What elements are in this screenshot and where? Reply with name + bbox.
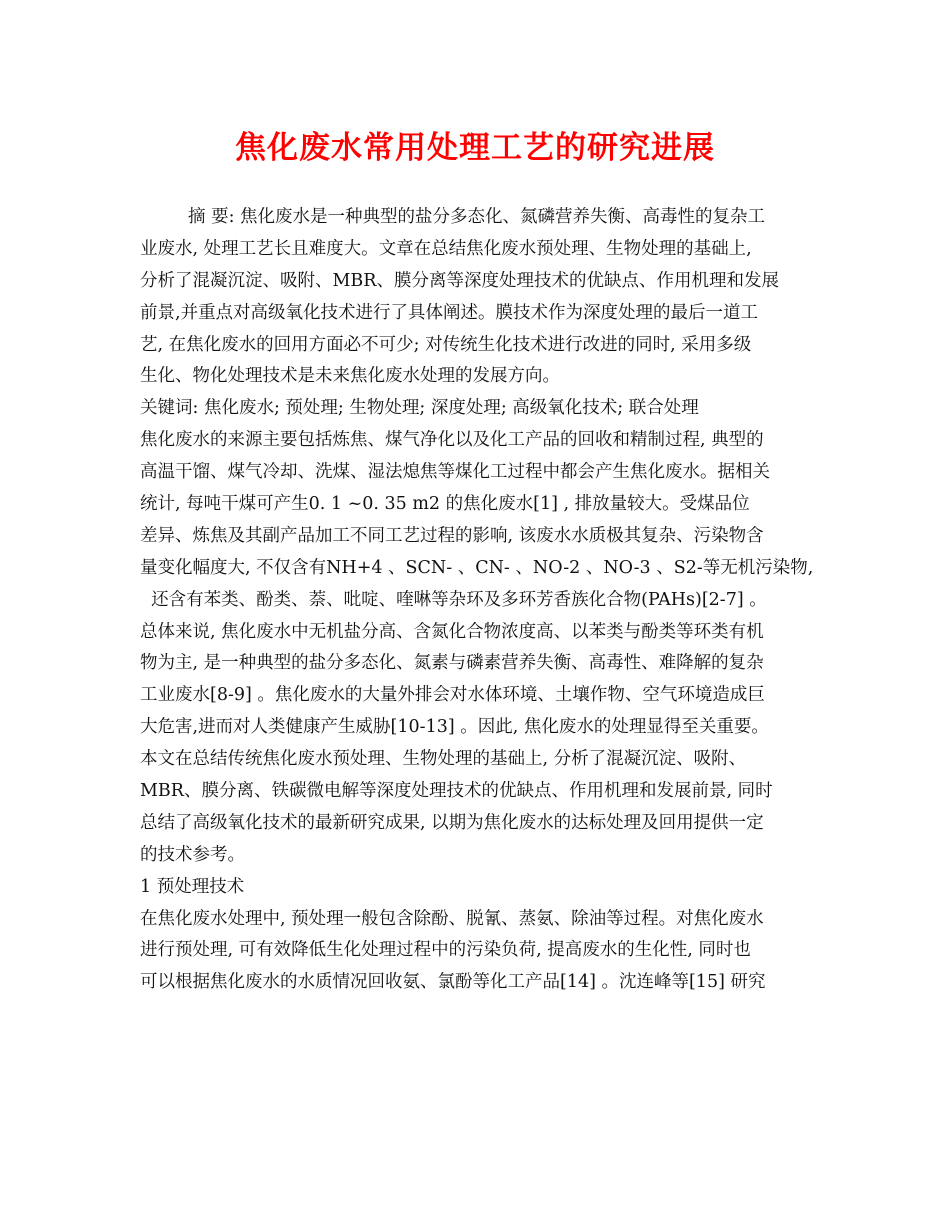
- body-line: 本文在总结传统焦化废水预处理、生物处理的基础上, 分析了混凝沉淀、吸附、: [140, 749, 747, 770]
- body-line: MBR、膜分离、铁碳微电解等深度处理技术的优缺点、作用机理和发展前景, 同时: [140, 781, 773, 802]
- body-line: 物为主, 是一种典型的盐分多态化、氮素与磷素营养失衡、高毒性、难降解的复杂: [140, 653, 764, 674]
- body-line: 大危害,进而对人类健康产生威胁[10-13] 。因此, 焦化废水的处理显得至关重要。: [140, 717, 769, 738]
- keywords-line: 关键词: 焦化废水; 预处理; 生物处理; 深度处理; 高级氧化技术; 联合处理: [140, 398, 699, 419]
- document-title: 焦化废水常用处理工艺的研究进展: [235, 130, 715, 166]
- body-line: 差异、炼焦及其副产品加工不同工艺过程的影响, 该废水水质极其复杂、污染物含: [140, 525, 764, 546]
- body-line: 可以根据焦化废水的水质情况回收氨、氯酚等化工产品[14] 。沈连峰等[15] 研究: [140, 972, 766, 993]
- body-line: 高温干馏、煤气冷却、洗煤、湿法熄焦等煤化工过程中都会产生焦化废水。据相关: [140, 462, 770, 483]
- body-line: 在焦化废水处理中, 预处理一般包含除酚、脱氰、蒸氨、除油等过程。对焦化废水: [140, 908, 764, 929]
- body-line: 的技术参考。: [140, 844, 245, 865]
- abstract-line: 生化、物化处理技术是未来焦化废水处理的发展方向。: [140, 366, 560, 387]
- abstract-line: 业废水, 处理工艺长且难度大。文章在总结焦化废水预处理、生物处理的基础上,: [140, 238, 752, 259]
- body-line: 进行预处理, 可有效降低生化处理过程中的污染负荷, 提高废水的生化性, 同时也: [140, 940, 751, 961]
- document-body: [140, 202, 830, 999]
- abstract-line: 摘 要: 焦化废水是一种典型的盐分多态化、氮磷营养失衡、高毒性的复杂工: [188, 207, 766, 227]
- body-line: 焦化废水的来源主要包括炼焦、煤气净化以及化工产品的回收和精制过程, 典型的: [140, 430, 764, 451]
- abstract-line: 前景,并重点对高级氧化技术进行了具体阐述。膜技术作为深度处理的最后一道工: [140, 302, 759, 323]
- body-line: 还含有苯类、酚类、萘、吡啶、喹啉等杂环及多环芳香族化合物(PAHs)[2-7] 。: [140, 589, 767, 610]
- body-line: 总结了高级氧化技术的最新研究成果, 以期为焦化废水的达标处理及回用提供一定: [140, 812, 764, 833]
- body-line: 总体来说, 焦化废水中无机盐分高、含氮化合物浓度高、以苯类与酚类等环类有机: [140, 621, 764, 642]
- body-line: 量变化幅度大, 不仅含有NH+4 、SCN- 、CN- 、NO-2 、NO-3 、S2-等无机污染物,: [140, 557, 814, 578]
- abstract-line: 艺, 在焦化废水的回用方面必不可少; 对传统生化技术进行改进的同时, 采用多级: [140, 334, 752, 355]
- abstract-line: 分析了混凝沉淀、吸附、MBR、膜分离等深度处理技术的优缺点、作用机理和发展: [140, 270, 779, 291]
- body-line: 工业废水[8-9] 。焦化废水的大量外排会对水体环境、土壤作物、空气环境造成巨: [140, 685, 765, 706]
- section-heading: 1 预处理技术: [140, 876, 245, 897]
- body-line: 统计, 每吨干煤可产生0. 1 ~0. 35 m2 的焦化废水[1] , 排放量较大。受煤品位: [140, 494, 750, 515]
